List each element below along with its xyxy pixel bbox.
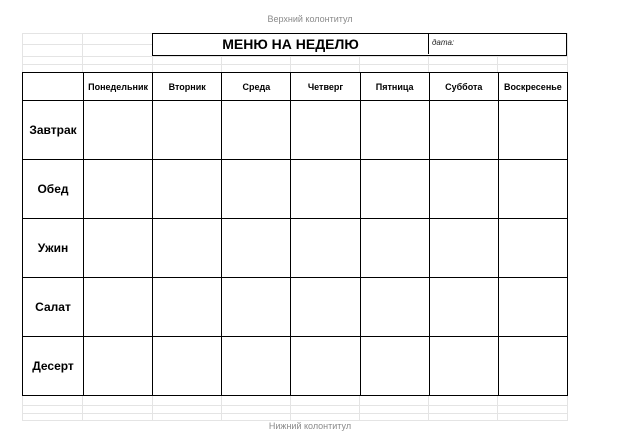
menu-cell[interactable] bbox=[291, 160, 360, 219]
date-label: дата: bbox=[432, 38, 455, 47]
gridline bbox=[428, 56, 429, 72]
menu-cell[interactable] bbox=[498, 160, 567, 219]
menu-cell[interactable] bbox=[498, 337, 567, 396]
meal-label-dinner[interactable]: Ужин bbox=[23, 219, 84, 278]
day-header-thursday[interactable]: Четверг bbox=[291, 73, 360, 101]
menu-cell[interactable] bbox=[498, 278, 567, 337]
menu-cell[interactable] bbox=[222, 219, 291, 278]
gridline bbox=[497, 56, 498, 72]
gridline bbox=[152, 396, 153, 420]
gridline bbox=[22, 396, 23, 420]
menu-cell[interactable] bbox=[84, 160, 153, 219]
table-row bbox=[23, 219, 568, 278]
gridline bbox=[359, 56, 360, 72]
day-header-monday[interactable]: Понедельник bbox=[84, 73, 153, 101]
day-header-wednesday[interactable]: Среда bbox=[222, 73, 291, 101]
day-header-sunday[interactable]: Воскресенье bbox=[498, 73, 567, 101]
gridline bbox=[22, 56, 568, 57]
gridline bbox=[359, 396, 360, 420]
page-title[interactable]: МЕНЮ НА НЕДЕЛЮ bbox=[222, 36, 359, 52]
menu-cell[interactable] bbox=[360, 101, 429, 160]
menu-cell[interactable] bbox=[222, 337, 291, 396]
gridline bbox=[82, 33, 83, 72]
menu-cell[interactable] bbox=[153, 337, 222, 396]
gridline bbox=[22, 44, 152, 45]
menu-cell[interactable] bbox=[153, 278, 222, 337]
corner-cell[interactable] bbox=[23, 73, 84, 101]
gridline bbox=[22, 405, 568, 406]
menu-cell[interactable] bbox=[429, 278, 498, 337]
gridline bbox=[221, 56, 222, 72]
table-row bbox=[23, 101, 568, 160]
gridline bbox=[152, 56, 153, 72]
header-row bbox=[23, 73, 568, 101]
menu-cell[interactable] bbox=[360, 160, 429, 219]
gridline bbox=[497, 396, 498, 420]
gridline bbox=[221, 396, 222, 420]
menu-cell[interactable] bbox=[429, 101, 498, 160]
gridline bbox=[567, 396, 568, 420]
gridline bbox=[290, 56, 291, 72]
day-header-friday[interactable]: Пятница bbox=[360, 73, 429, 101]
menu-cell[interactable] bbox=[429, 337, 498, 396]
menu-cell[interactable] bbox=[291, 101, 360, 160]
date-cell[interactable] bbox=[428, 34, 566, 54]
menu-cell[interactable] bbox=[360, 278, 429, 337]
table-row bbox=[23, 337, 568, 396]
menu-cell[interactable] bbox=[291, 278, 360, 337]
menu-cell[interactable] bbox=[498, 219, 567, 278]
page-header-text[interactable]: Верхний колонтитул bbox=[267, 14, 353, 24]
gridline bbox=[82, 396, 83, 420]
gridline bbox=[22, 64, 568, 65]
day-header-tuesday[interactable]: Вторник bbox=[153, 73, 222, 101]
gridline bbox=[22, 413, 568, 414]
gridline bbox=[22, 33, 152, 34]
menu-cell[interactable] bbox=[222, 160, 291, 219]
gridline bbox=[22, 33, 23, 72]
menu-cell[interactable] bbox=[498, 101, 567, 160]
gridline bbox=[567, 33, 568, 72]
meal-label-dessert[interactable]: Десерт bbox=[23, 337, 84, 396]
menu-cell[interactable] bbox=[429, 160, 498, 219]
menu-cell[interactable] bbox=[429, 219, 498, 278]
menu-cell[interactable] bbox=[84, 278, 153, 337]
menu-cell[interactable] bbox=[153, 101, 222, 160]
menu-cell[interactable] bbox=[153, 160, 222, 219]
menu-cell[interactable] bbox=[84, 219, 153, 278]
menu-cell[interactable] bbox=[222, 278, 291, 337]
menu-cell[interactable] bbox=[360, 219, 429, 278]
menu-cell[interactable] bbox=[360, 337, 429, 396]
menu-cell[interactable] bbox=[222, 101, 291, 160]
menu-table bbox=[22, 72, 568, 396]
day-header-saturday[interactable]: Суббота bbox=[429, 73, 498, 101]
gridline bbox=[428, 396, 429, 420]
title-box bbox=[152, 33, 567, 56]
meal-label-lunch[interactable]: Обед bbox=[23, 160, 84, 219]
table-row bbox=[23, 160, 568, 219]
page-footer-text[interactable]: Нижний колонтитул bbox=[268, 421, 352, 431]
menu-cell[interactable] bbox=[291, 219, 360, 278]
meal-label-salad[interactable]: Салат bbox=[23, 278, 84, 337]
menu-cell[interactable] bbox=[291, 337, 360, 396]
menu-cell[interactable] bbox=[153, 219, 222, 278]
gridline bbox=[290, 396, 291, 420]
meal-label-breakfast[interactable]: Завтрак bbox=[23, 101, 84, 160]
menu-cell[interactable] bbox=[84, 337, 153, 396]
menu-cell[interactable] bbox=[84, 101, 153, 160]
table-row bbox=[23, 278, 568, 337]
